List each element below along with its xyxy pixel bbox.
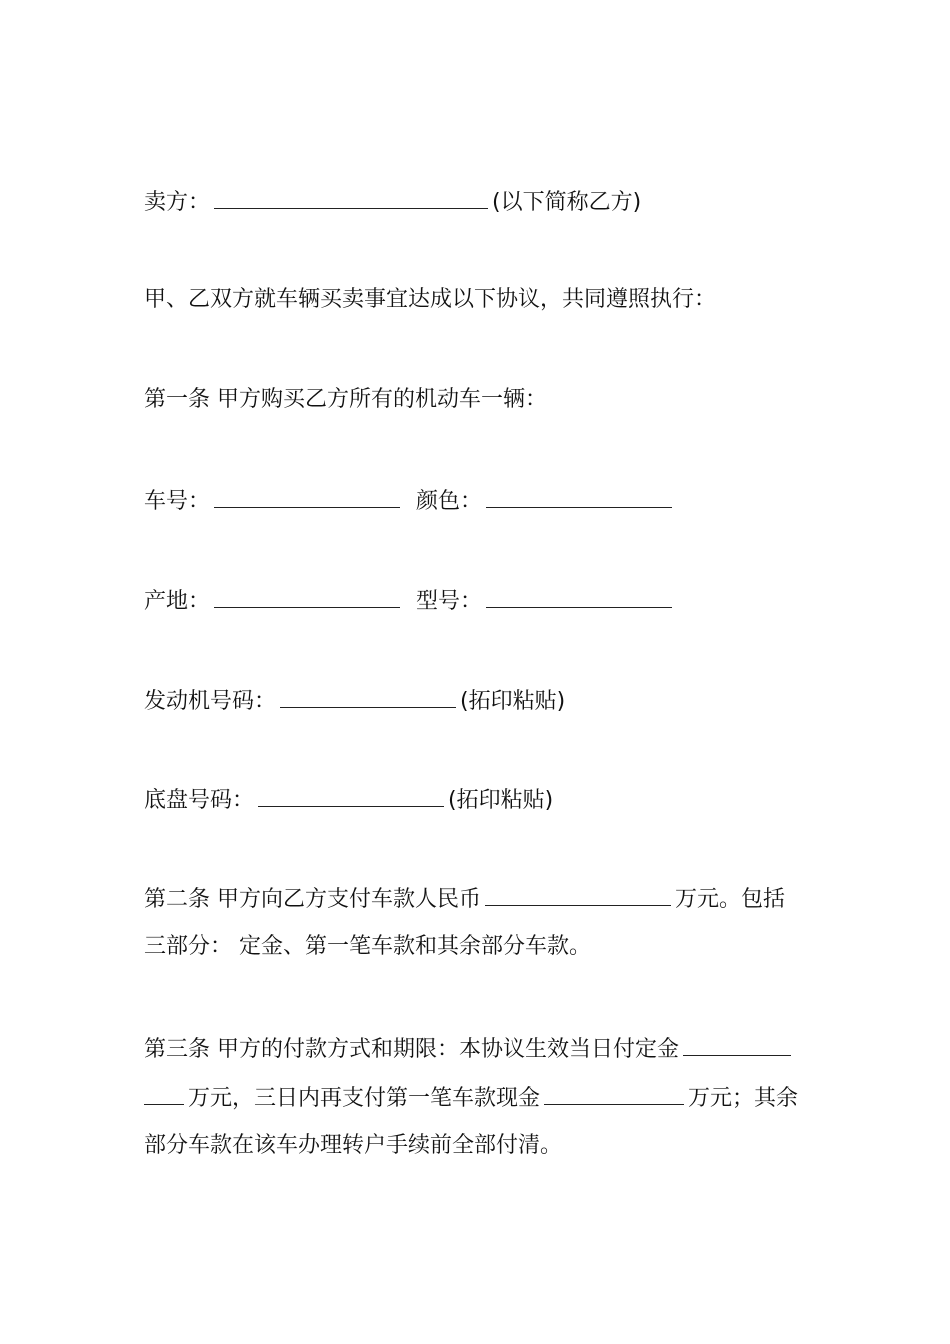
plate-blank[interactable] (214, 485, 400, 508)
article3-prefix: 第三条 甲方的付款方式和期限：本协议生效当日付定金 (144, 1037, 679, 1062)
article3-line2 (144, 1082, 798, 1113)
deposit-blank-part2[interactable] (144, 1082, 184, 1105)
article3-line3 (144, 1132, 562, 1160)
origin-model-line (144, 585, 676, 616)
article1-heading-line (144, 386, 547, 414)
intro-text: 甲、乙双方就车辆买卖事宜达成以下协议，共同遵照执行： (144, 287, 717, 312)
article2-prefix: 第二条 甲方向乙方支付车款人民币 (144, 887, 481, 912)
article3-text2a: 万元，三日内再支付第一笔车款现金 (188, 1086, 541, 1111)
chassis-line (144, 784, 553, 815)
article2-text2: 三部分： 定金、第一笔车款和其余部分车款。 (144, 934, 591, 959)
article3-text2b: 万元；其余 (688, 1086, 799, 1111)
engine-suffix: (拓印粘贴) (460, 689, 566, 714)
price-blank[interactable] (485, 883, 671, 906)
chassis-label: 底盘号码： (144, 788, 255, 813)
origin-blank[interactable] (214, 585, 400, 608)
deposit-blank-part1[interactable] (683, 1033, 791, 1056)
plate-color-line (144, 485, 676, 516)
article2-suffix: 万元。包括 (675, 887, 786, 912)
model-label: 型号： (416, 589, 483, 614)
article1-heading: 第一条 甲方购买乙方所有的机动车一辆： (144, 387, 547, 412)
first-payment-blank[interactable] (544, 1082, 684, 1105)
origin-label: 产地： (144, 589, 211, 614)
model-blank[interactable] (486, 585, 672, 608)
seller-suffix: (以下简称乙方) (492, 190, 642, 215)
seller-name-blank[interactable] (214, 186, 488, 209)
engine-label: 发动机号码： (144, 689, 277, 714)
article3-line1 (144, 1033, 791, 1064)
article3-text3: 部分车款在该车办理转户手续前全部付清。 (144, 1133, 563, 1158)
color-label: 颜色： (416, 489, 483, 514)
chassis-suffix: (拓印粘贴) (448, 788, 554, 813)
article2-line2 (144, 933, 591, 961)
seller-line (144, 186, 641, 217)
color-blank[interactable] (486, 485, 672, 508)
plate-label: 车号： (144, 489, 211, 514)
intro-line (144, 286, 716, 314)
engine-number-blank[interactable] (280, 685, 456, 708)
engine-line (144, 685, 565, 716)
chassis-number-blank[interactable] (258, 784, 444, 807)
seller-label: 卖方： (144, 190, 211, 215)
article2-line1 (144, 883, 785, 914)
